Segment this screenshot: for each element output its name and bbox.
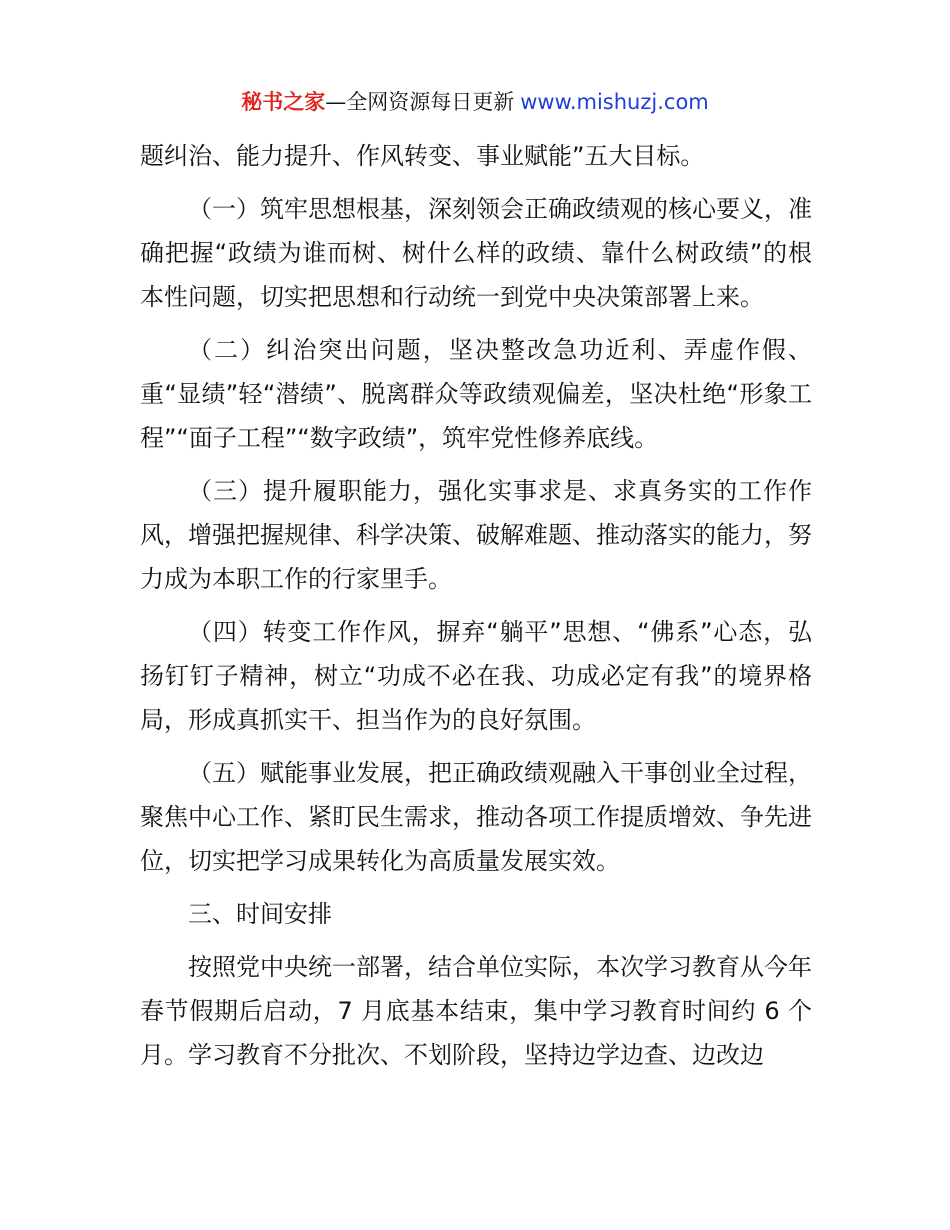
paragraph-goal-1: （一）筑牢思想根基，深刻领会正确政绩观的核心要义，准确把握“政绩为谁而树、树什么样的政绩、靠什么树政绩”的根本性问题，切实把思想和行动统一到党中央决策部署上来。 <box>140 195 812 311</box>
brand-name: 秘书之家 <box>241 90 326 114</box>
page-header <box>0 86 950 118</box>
paragraph-schedule: 按照党中央统一部署，结合单位实际，本次学习教育从今年春节假期后启动，7 月底基本结束，集中学习教育时间约 6 个月。学习教育不分批次、不划阶段，坚持边学边查、边改边 <box>140 953 812 1069</box>
document-body <box>140 134 812 1086</box>
paragraph-goal-3: （三）提升履职能力，强化实事求是、求真务实的工作作风，增强把握规律、科学决策、破解难题、推动落实的能力，努力成为本职工作的行家里手。 <box>140 477 812 593</box>
paragraph-continuation: 题纠治、能力提升、作风转变、事业赋能”五大目标。 <box>140 142 705 170</box>
section-heading-schedule: 三、时间安排 <box>188 900 332 928</box>
paragraph-goal-4: （四）转变工作作风，摒弃“躺平”思想、“佛系”心态，弘扬钉钉子精神，树立“功成不必在我、功成必定有我”的境界格局，形成真抓实干、担当作为的良好氛围。 <box>140 618 812 734</box>
header-tagline: —全网资源每日更新 <box>325 90 515 114</box>
paragraph-goal-5: （五）赋能事业发展，把正确政绩观融入干事创业全过程，聚焦中心工作、紧盯民生需求，推动各项工作提质增效、争先进位，切实把学习成果转化为高质量发展实效。 <box>140 759 812 875</box>
site-link[interactable]: www.mishuzj.com <box>520 90 709 114</box>
paragraph-goal-2: （二）纠治突出问题，坚决整改急功近利、弄虚作假、重“显绩”轻“潜绩”、脱离群众等政绩观偏差，坚决杜绝“形象工程”“面子工程”“数字政绩”，筑牢党性修养底线。 <box>140 336 812 452</box>
